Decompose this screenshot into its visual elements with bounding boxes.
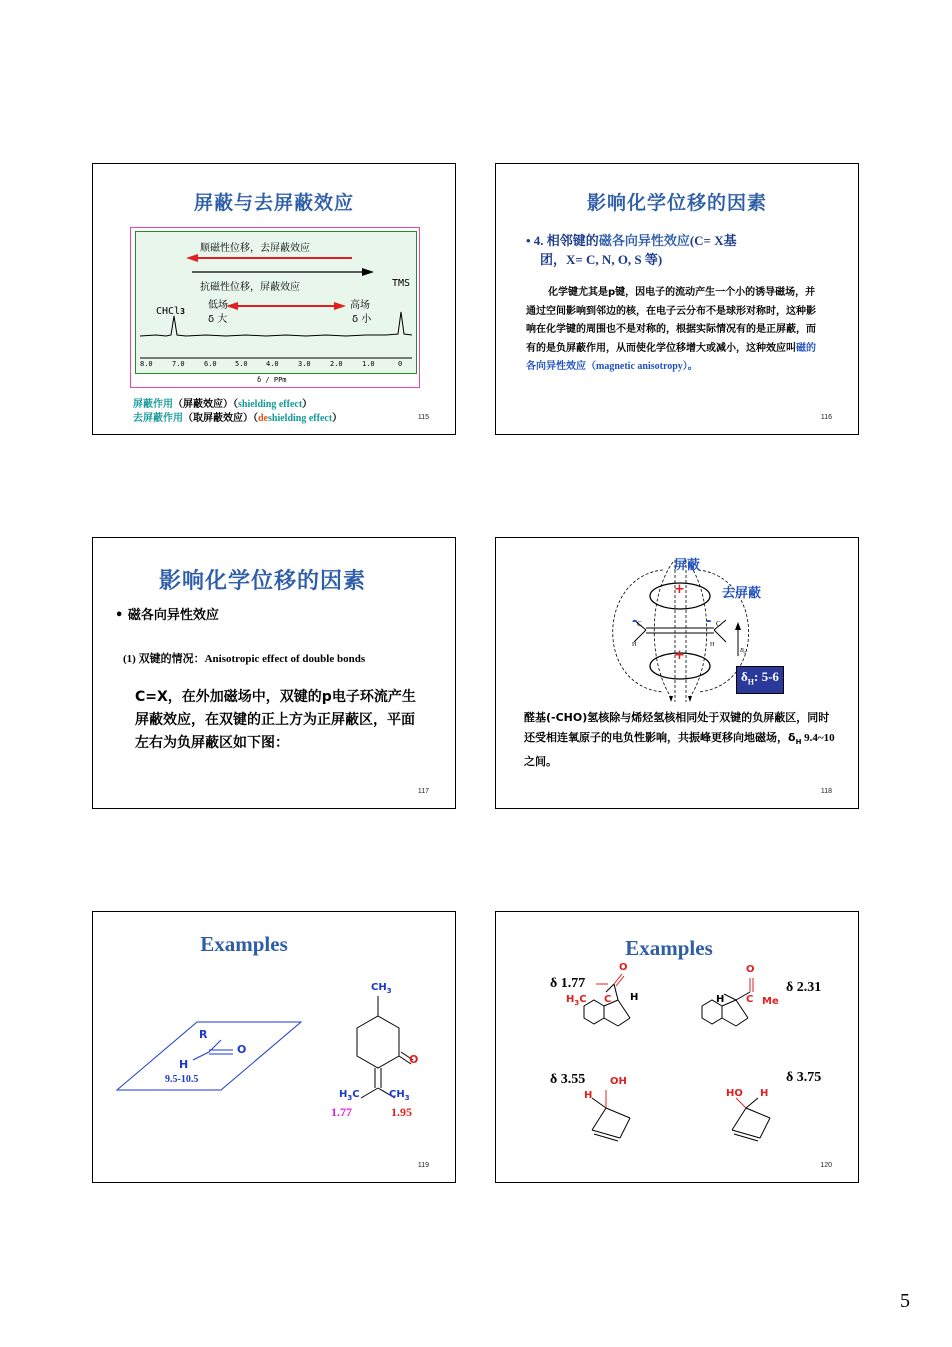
delta-375: δ 3.75 <box>786 1070 822 1085</box>
slide-number: 120 <box>820 1162 832 1169</box>
slide-120 <box>495 911 859 1183</box>
slide-117 <box>92 537 456 809</box>
o-label: O <box>237 1043 247 1056</box>
ch3-right: $CH_3$ <box>389 1089 410 1102</box>
slide-title: 屏蔽与去屏蔽效应 <box>193 192 354 214</box>
delta-small-label: δ 小 <box>352 314 372 325</box>
delta-231: δ 2.31 <box>786 980 822 995</box>
high-field-label: 高场 <box>350 300 370 311</box>
tms-label: TMS <box>392 278 411 289</box>
plus-top: + <box>674 582 685 597</box>
atom-h-right: H <box>710 642 715 648</box>
arrow-top-label: 顺磁性位移，去屏蔽效应 <box>200 243 310 254</box>
low-field-label: 低场 <box>208 300 228 311</box>
c-label-2: C <box>746 994 754 1005</box>
atom-c-left: C <box>637 620 642 628</box>
r-label: R <box>199 1028 208 1041</box>
arrow-mid-label: 抗磁性位移，屏蔽效应 <box>200 282 300 293</box>
slide-118 <box>495 537 859 809</box>
oh-label: OH <box>610 1076 627 1087</box>
ketone-o: O <box>409 1053 419 1066</box>
h-label-4: H <box>760 1088 769 1099</box>
paragraph: 化学键尤其是p键，因电子的流动产生一个小的诱导磁场，并通过空间影响到邻边的核，在电子云分布不是球形对称时，这种影响在化学键的周围也不是对称的，根据实际情况有的是正屏蔽，而有的是负屏蔽作用，从而使化学位移增大或减小，这种效应叫磁的各向异性效应（magnetic anisotropy）。 <box>526 287 816 372</box>
atom-c-right: C <box>716 620 721 628</box>
range-label: 9.5-10.5 <box>165 1074 199 1085</box>
page-number: 5 <box>900 1290 910 1312</box>
bullet: • 磁各向异性效应 <box>115 608 219 623</box>
val-195: 1.95 <box>391 1105 412 1119</box>
slide-title: 影响化学位移的因素 <box>159 569 367 594</box>
o-label-1: O <box>619 962 628 973</box>
slide-115 <box>92 163 456 435</box>
slide-number: 118 <box>820 788 832 795</box>
o-label-2: O <box>746 964 755 975</box>
slide-119 <box>92 911 456 1183</box>
me-label: Me <box>762 996 779 1007</box>
slide-title: Examples <box>625 936 713 960</box>
axis-ticks: 8.0 7.0 6.0 5.0 4.0 3.0 2.0 1.0 0 <box>140 360 403 368</box>
deshield-label: 去屏蔽 <box>722 586 762 601</box>
slide-116 <box>495 163 859 435</box>
axis-label: δ / PPm <box>257 376 287 384</box>
molecules-svg <box>496 912 860 1184</box>
minus-left: - <box>632 614 638 629</box>
h-label-3: H <box>584 1090 593 1101</box>
b0-label: $B_0$ <box>740 648 746 656</box>
body-text: C=X，在外加磁场中，双键的p电子环流产生屏蔽效应，在双键的正上方为正屏蔽区，平面左右为负屏蔽区如下图： <box>135 689 416 751</box>
slide-title: Examples <box>200 932 288 956</box>
h-label: H <box>179 1058 189 1071</box>
h3c-label: $H_3C$ <box>566 994 587 1007</box>
shield-label: 屏蔽 <box>674 558 701 573</box>
slide-number: 115 <box>417 414 429 421</box>
subheading: (1) 双键的情况：Anisotropic effect of double bonds <box>123 653 366 665</box>
slide-number: 119 <box>417 1162 429 1169</box>
nmr-spectrum <box>135 231 417 374</box>
h-label-1: H <box>630 992 639 1003</box>
bullet-4: • 4. 相邻键的磁各向异性效应(C= X基 团，X= C, N, O, S 等) <box>526 233 737 267</box>
chcl3-label: CHCl3 <box>156 306 185 317</box>
ho-label: HO <box>726 1088 743 1099</box>
minus-right: - <box>706 614 712 629</box>
deshielding-line: 去屏蔽作用（取屏蔽效应）（deshielding effect） <box>133 413 343 424</box>
slide-number: 117 <box>417 788 429 795</box>
delta-355: δ 3.55 <box>550 1072 586 1087</box>
aldehyde-text: 醛基(-CHO)氢核除与烯烃氢核相同处于双键的负屏蔽区，同时还受相连氧原子的电负性影响，共振峰更移向地磁场，$\delta_H$ 9.4~10之间。 <box>524 711 835 769</box>
c-label-1: C <box>604 994 612 1005</box>
slide-number: 116 <box>820 414 832 421</box>
ch3-top: $CH_3$ <box>371 982 392 995</box>
delta-badge: $\delta_H$: 5-6 <box>736 666 784 694</box>
delta-177: δ 1.77 <box>550 976 586 991</box>
h3c-label: $H_3C$ <box>339 1089 360 1102</box>
slide-title: 影响化学位移的因素 <box>586 192 767 214</box>
h-label-2: H <box>716 994 725 1005</box>
val-177: 1.77 <box>331 1105 352 1119</box>
shielding-line: 屏蔽作用（屏蔽效应）（shielding effect） <box>133 399 313 410</box>
plus-bottom: + <box>674 648 685 663</box>
atom-h-left: H <box>632 642 637 648</box>
delta-big-label: δ 大 <box>208 314 228 325</box>
